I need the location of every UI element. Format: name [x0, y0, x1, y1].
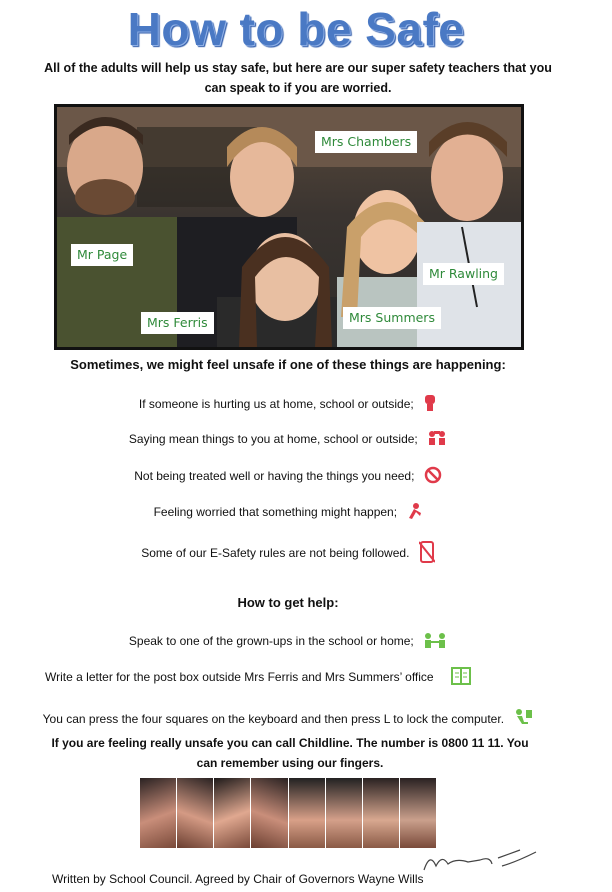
help-heading: How to get help:	[237, 595, 339, 610]
finger-sign-1	[326, 778, 362, 848]
unsafe-item: Not being treated well or having the things you need;	[0, 466, 576, 488]
name-tag-mr-rawling: Mr Rawling	[423, 263, 504, 285]
unsafe-item: Saying mean things to you at home, school or outside;	[0, 430, 576, 450]
name-tag-mrs-ferris: Mrs Ferris	[141, 312, 214, 334]
footer-text: Written by School Council. Agreed by Chair of Governors Wayne Wills	[52, 872, 424, 886]
teachers-illustration	[57, 107, 521, 347]
unsafe-item: If someone is hurting us at home, school or outside;	[0, 394, 576, 416]
no-entry-icon	[424, 466, 442, 488]
teachers-photo	[54, 104, 524, 350]
finger-sign-8	[177, 778, 213, 848]
finger-sign-0	[214, 778, 250, 848]
book-icon	[451, 667, 471, 689]
computer-user-icon	[513, 708, 533, 732]
worried-icon	[406, 502, 422, 524]
fist-icon	[423, 394, 437, 416]
unsafe-item: Feeling worried that something might happen;	[0, 502, 576, 524]
finger-sign-0	[140, 778, 176, 848]
unsafe-item: Some of our E-Safety rules are not being followed.	[0, 541, 576, 567]
unsafe-heading: Sometimes, we might feel unsafe if one of these things are happening:	[70, 357, 506, 372]
phone-crossed-icon	[419, 541, 435, 567]
finger-sign-1	[289, 778, 325, 848]
finger-sign-1	[363, 778, 399, 848]
intro-text: All of the adults will help us stay safe, but here are our super safety teachers that you can speak to if you are worried.	[44, 61, 552, 95]
help-item: You can press the four squares on the keyboard and then press L to lock the computer.	[0, 708, 576, 732]
help-item: Write a letter for the post box outside Mrs Ferris and Mrs Summers’ office	[0, 667, 546, 689]
page-title: How to be Safe	[127, 3, 465, 55]
name-tag-mr-page: Mr Page	[71, 244, 133, 266]
argument-icon	[427, 430, 447, 450]
signature-icon	[420, 842, 540, 878]
talking-icon	[423, 632, 447, 652]
help-item: Speak to one of the grown-ups in the school or home;	[0, 632, 576, 652]
finger-sign-0	[251, 778, 287, 848]
finger-sign-1	[400, 778, 436, 848]
childline-text: If you are feeling really unsafe you can call Childline. The number is 0800 11 11. You can remember using our fingers.	[51, 736, 529, 770]
name-tag-mrs-chambers: Mrs Chambers	[315, 131, 417, 153]
name-tag-mrs-summers: Mrs Summers	[343, 307, 441, 329]
finger-numbers-photo	[140, 778, 436, 848]
